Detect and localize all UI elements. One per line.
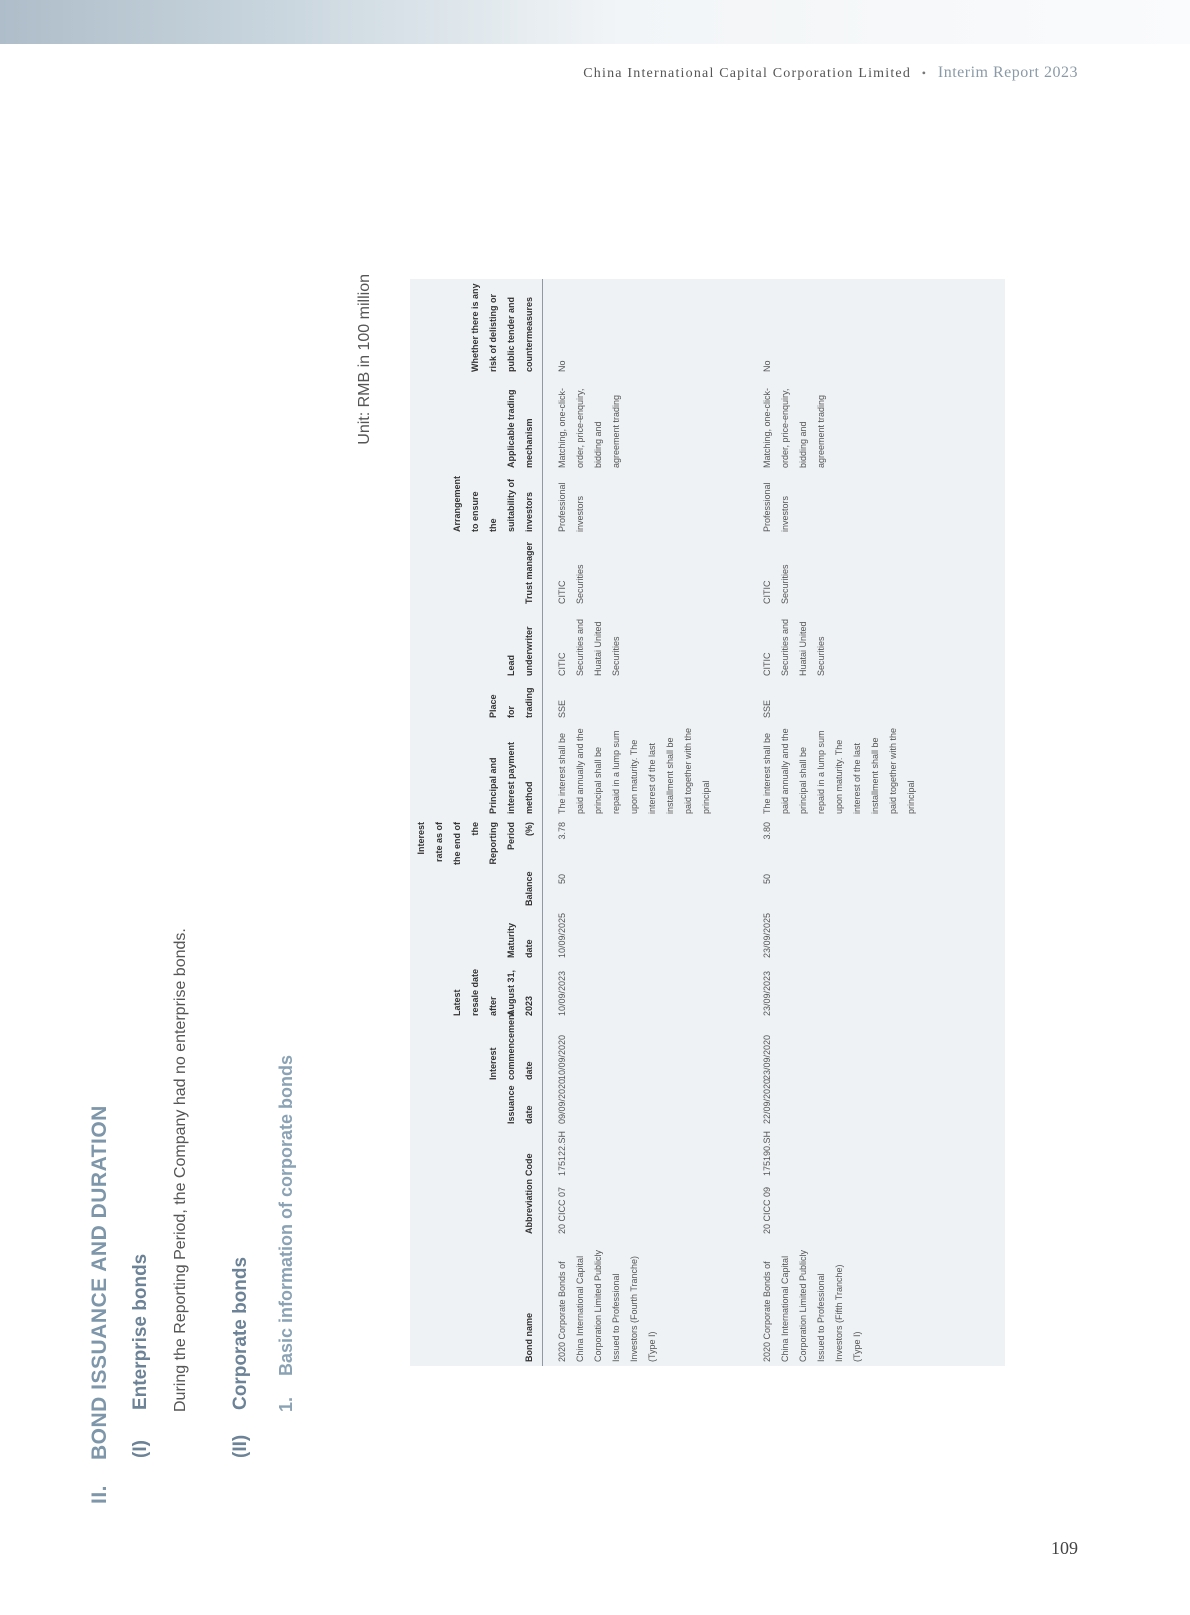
section-number: II. — [88, 1484, 111, 1504]
table-cell: 23/09/2025 — [761, 912, 772, 958]
table-cell: 50 — [557, 874, 567, 885]
table-cell: 3.78 — [557, 822, 567, 840]
col-header: Balance — [524, 871, 534, 906]
subsection-heading-corporate — [230, 1257, 252, 1458]
table-cell: CITIC Securities — [761, 564, 790, 604]
col-header: Issuance date — [506, 1085, 534, 1124]
col-header: Place for trading — [488, 687, 534, 718]
table-cell: The interest shall be paid annually and the principal shall be repaid in a lump sum upon maturity. The interest of the last installment shall be paid together with the principal — [557, 727, 711, 814]
table-cell: Professional investors — [761, 482, 790, 532]
col-header: Trust manager — [524, 541, 534, 604]
table-cell: No — [557, 360, 567, 372]
table-cell: 2020 Corporate Bonds of China International Capital Corporation Limited Publicly Issued to Professional Investors (Fifth Tranche) (Type I) — [761, 1249, 862, 1362]
table-cell: 50 — [761, 874, 772, 885]
unit-label: Unit: RMB in 100 million — [356, 274, 373, 445]
table-cell: 10/09/2025 — [557, 912, 567, 958]
item-heading — [276, 1055, 297, 1412]
report-title: Interim Report 2023 — [937, 64, 1078, 81]
col-header: Bond name — [524, 1312, 534, 1362]
table-cell: No — [761, 360, 772, 372]
page-number: 109 — [1051, 1538, 1078, 1558]
table-cell: 10/09/2023 — [557, 970, 567, 1016]
col-header: Interest commencement date — [488, 1011, 534, 1080]
table-cell: 23/09/2020 — [761, 1034, 772, 1080]
col-header: Code — [524, 1153, 534, 1176]
table-cell: CITIC Securities and Huatai United Securities — [761, 618, 826, 676]
subsection-number: (I) — [130, 1440, 151, 1458]
col-header: Lead underwriter — [506, 626, 534, 676]
table-row — [543, 279, 748, 1366]
subsection-heading-enterprise — [130, 1254, 152, 1458]
table-cell: 175122.SH — [557, 1130, 567, 1176]
table-cell: The interest shall be paid annually and the principal shall be repaid in a lump sum upon maturity. The interest of the last installment shall be paid together with the principal — [761, 727, 916, 814]
company-name: China International Capital Corporation Limited — [583, 66, 912, 81]
rotated-content — [80, 274, 1010, 1504]
subsection-title: Enterprise bonds — [130, 1253, 151, 1410]
table-cell: Professional investors — [557, 482, 585, 532]
table-cell: 20 CICC 09 — [761, 1186, 772, 1234]
item-number: 1. — [276, 1396, 296, 1412]
col-header: Latest resale date after August 31, 2023 — [452, 968, 534, 1016]
table-cell: 3.80 — [761, 822, 772, 840]
table-cell: SSE — [557, 699, 567, 718]
table-cell: 2020 Corporate Bonds of China International Capital Corporation Limited Publicly Issued to Professional Investors (Fourth Tranche) (Type I) — [557, 1249, 657, 1362]
table-cell: 20 CICC 07 — [557, 1186, 567, 1234]
corporate-bonds-table — [410, 279, 1005, 1366]
table-cell: CITIC Securities and Huatai United Securities — [557, 618, 621, 676]
item-title: Basic information of corporate bonds — [276, 1054, 296, 1376]
table-cell: Matching, one-click-order, price-enquiry, bidding and agreement trading — [557, 387, 621, 468]
col-header: Arrangement to ensure the suitability of investors — [452, 475, 534, 532]
col-header: Maturity date — [506, 922, 534, 958]
running-header — [583, 64, 1078, 82]
table-cell: 22/09/2020 — [761, 1078, 772, 1124]
table-row — [748, 279, 924, 1366]
col-header: Whether there is any risk of delisting or public tender and countermeasures — [470, 283, 534, 372]
bonds-table — [410, 279, 924, 1366]
table-cell: CITIC Securities — [557, 564, 585, 604]
header-banner — [0, 0, 620, 44]
table-header-row — [410, 279, 543, 1366]
col-header: Abbreviation — [524, 1178, 534, 1234]
section-heading — [88, 1105, 112, 1504]
subsection-number: (II) — [230, 1434, 251, 1458]
table-cell: 09/09/2020 — [557, 1078, 567, 1124]
col-header: Applicable trading mechanism — [506, 389, 534, 468]
table-cell: SSE — [761, 699, 772, 718]
enterprise-bonds-text: During the Reporting Period, the Company had no enterprise bonds. — [172, 928, 189, 1412]
header-separator: • — [921, 66, 928, 80]
col-header: Interest rate as of the end of the Reporting Period (%) — [416, 822, 534, 865]
table-cell: 23/09/2023 — [761, 970, 772, 1016]
subsection-title: Corporate bonds — [230, 1256, 251, 1410]
section-title: BOND ISSUANCE AND DURATION — [88, 1105, 111, 1460]
table-cell: 175190.SH — [761, 1130, 772, 1176]
table-cell: 10/09/2020 — [557, 1034, 567, 1080]
col-header: Principal and interest payment method — [488, 741, 534, 814]
table-cell: Matching, one-click-order, price-enquiry, bidding and agreement trading — [761, 387, 826, 468]
